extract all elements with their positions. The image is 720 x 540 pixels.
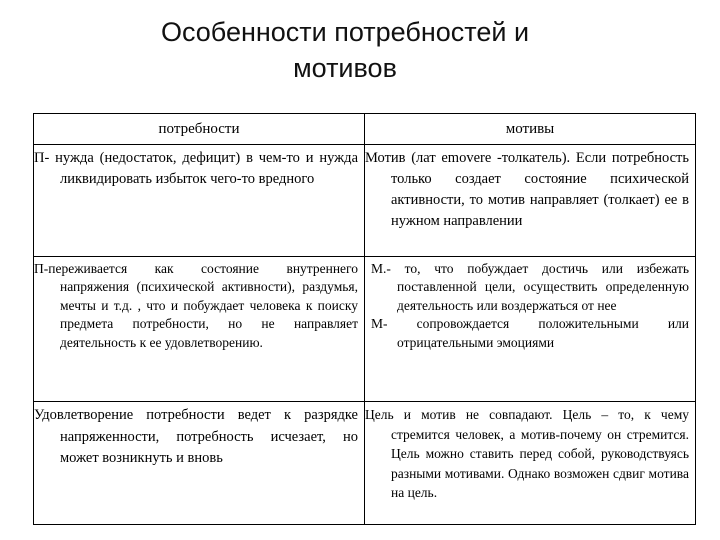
table-cell-needs <box>34 145 365 257</box>
header-needs: потребности <box>34 114 365 145</box>
cell-text-group <box>365 257 695 357</box>
comparison-table <box>33 113 696 525</box>
cell-text: П-переживается как состояние внутреннего напряжения (психической активности), раздумья, мечты и т.д. , что и побуждает человека к поиску предмета потребности, но не направляет деятельность к ее удовлетворению. <box>34 261 358 350</box>
table-cell-needs <box>34 257 365 402</box>
table-row <box>34 145 696 257</box>
slide-title <box>0 14 690 86</box>
cell-text: П- нужда (недостаток, дефицит) в чем-то и нужда ликвидировать избыток чего-то вредного <box>34 150 358 187</box>
title-line-1: Особенности потребностей и <box>160 17 530 47</box>
cell-text: Цель и мотив не совпадают. Цель – то, к чему стремится человек, а мотив-почему он стремится. Цель можно ставить перед собой, руководствуясь разными мотивами. Однако возможен сдвиг мотива на цель. <box>365 407 689 501</box>
table-cell-motives <box>365 257 696 402</box>
cell-text: Мотив (лат emovere -толкатель). Если потребность только создает состояние психической активности, то мотив направляет (толкает) ее в нужном направлении <box>365 150 689 229</box>
cell-text: Удовлетворение потребности ведет к разрядке напряженности, потребность исчезает, но может возникнуть и вновь <box>34 407 358 466</box>
title-line-2: мотивов <box>293 53 397 83</box>
header-motives: мотивы <box>365 114 696 145</box>
table-cell-needs <box>34 402 365 525</box>
table-row <box>34 257 696 402</box>
cell-text: М- сопровождается положительными или отрицательными эмоциями <box>371 316 689 350</box>
cell-text: М.- то, что побуждает достичь или избежать поставленной цели, осуществить определенную деятельность или воздержаться от нее <box>371 261 689 313</box>
table-cell-motives <box>365 145 696 257</box>
table-row <box>34 402 696 525</box>
table-header-row <box>34 114 696 145</box>
table-cell-motives <box>365 402 696 525</box>
